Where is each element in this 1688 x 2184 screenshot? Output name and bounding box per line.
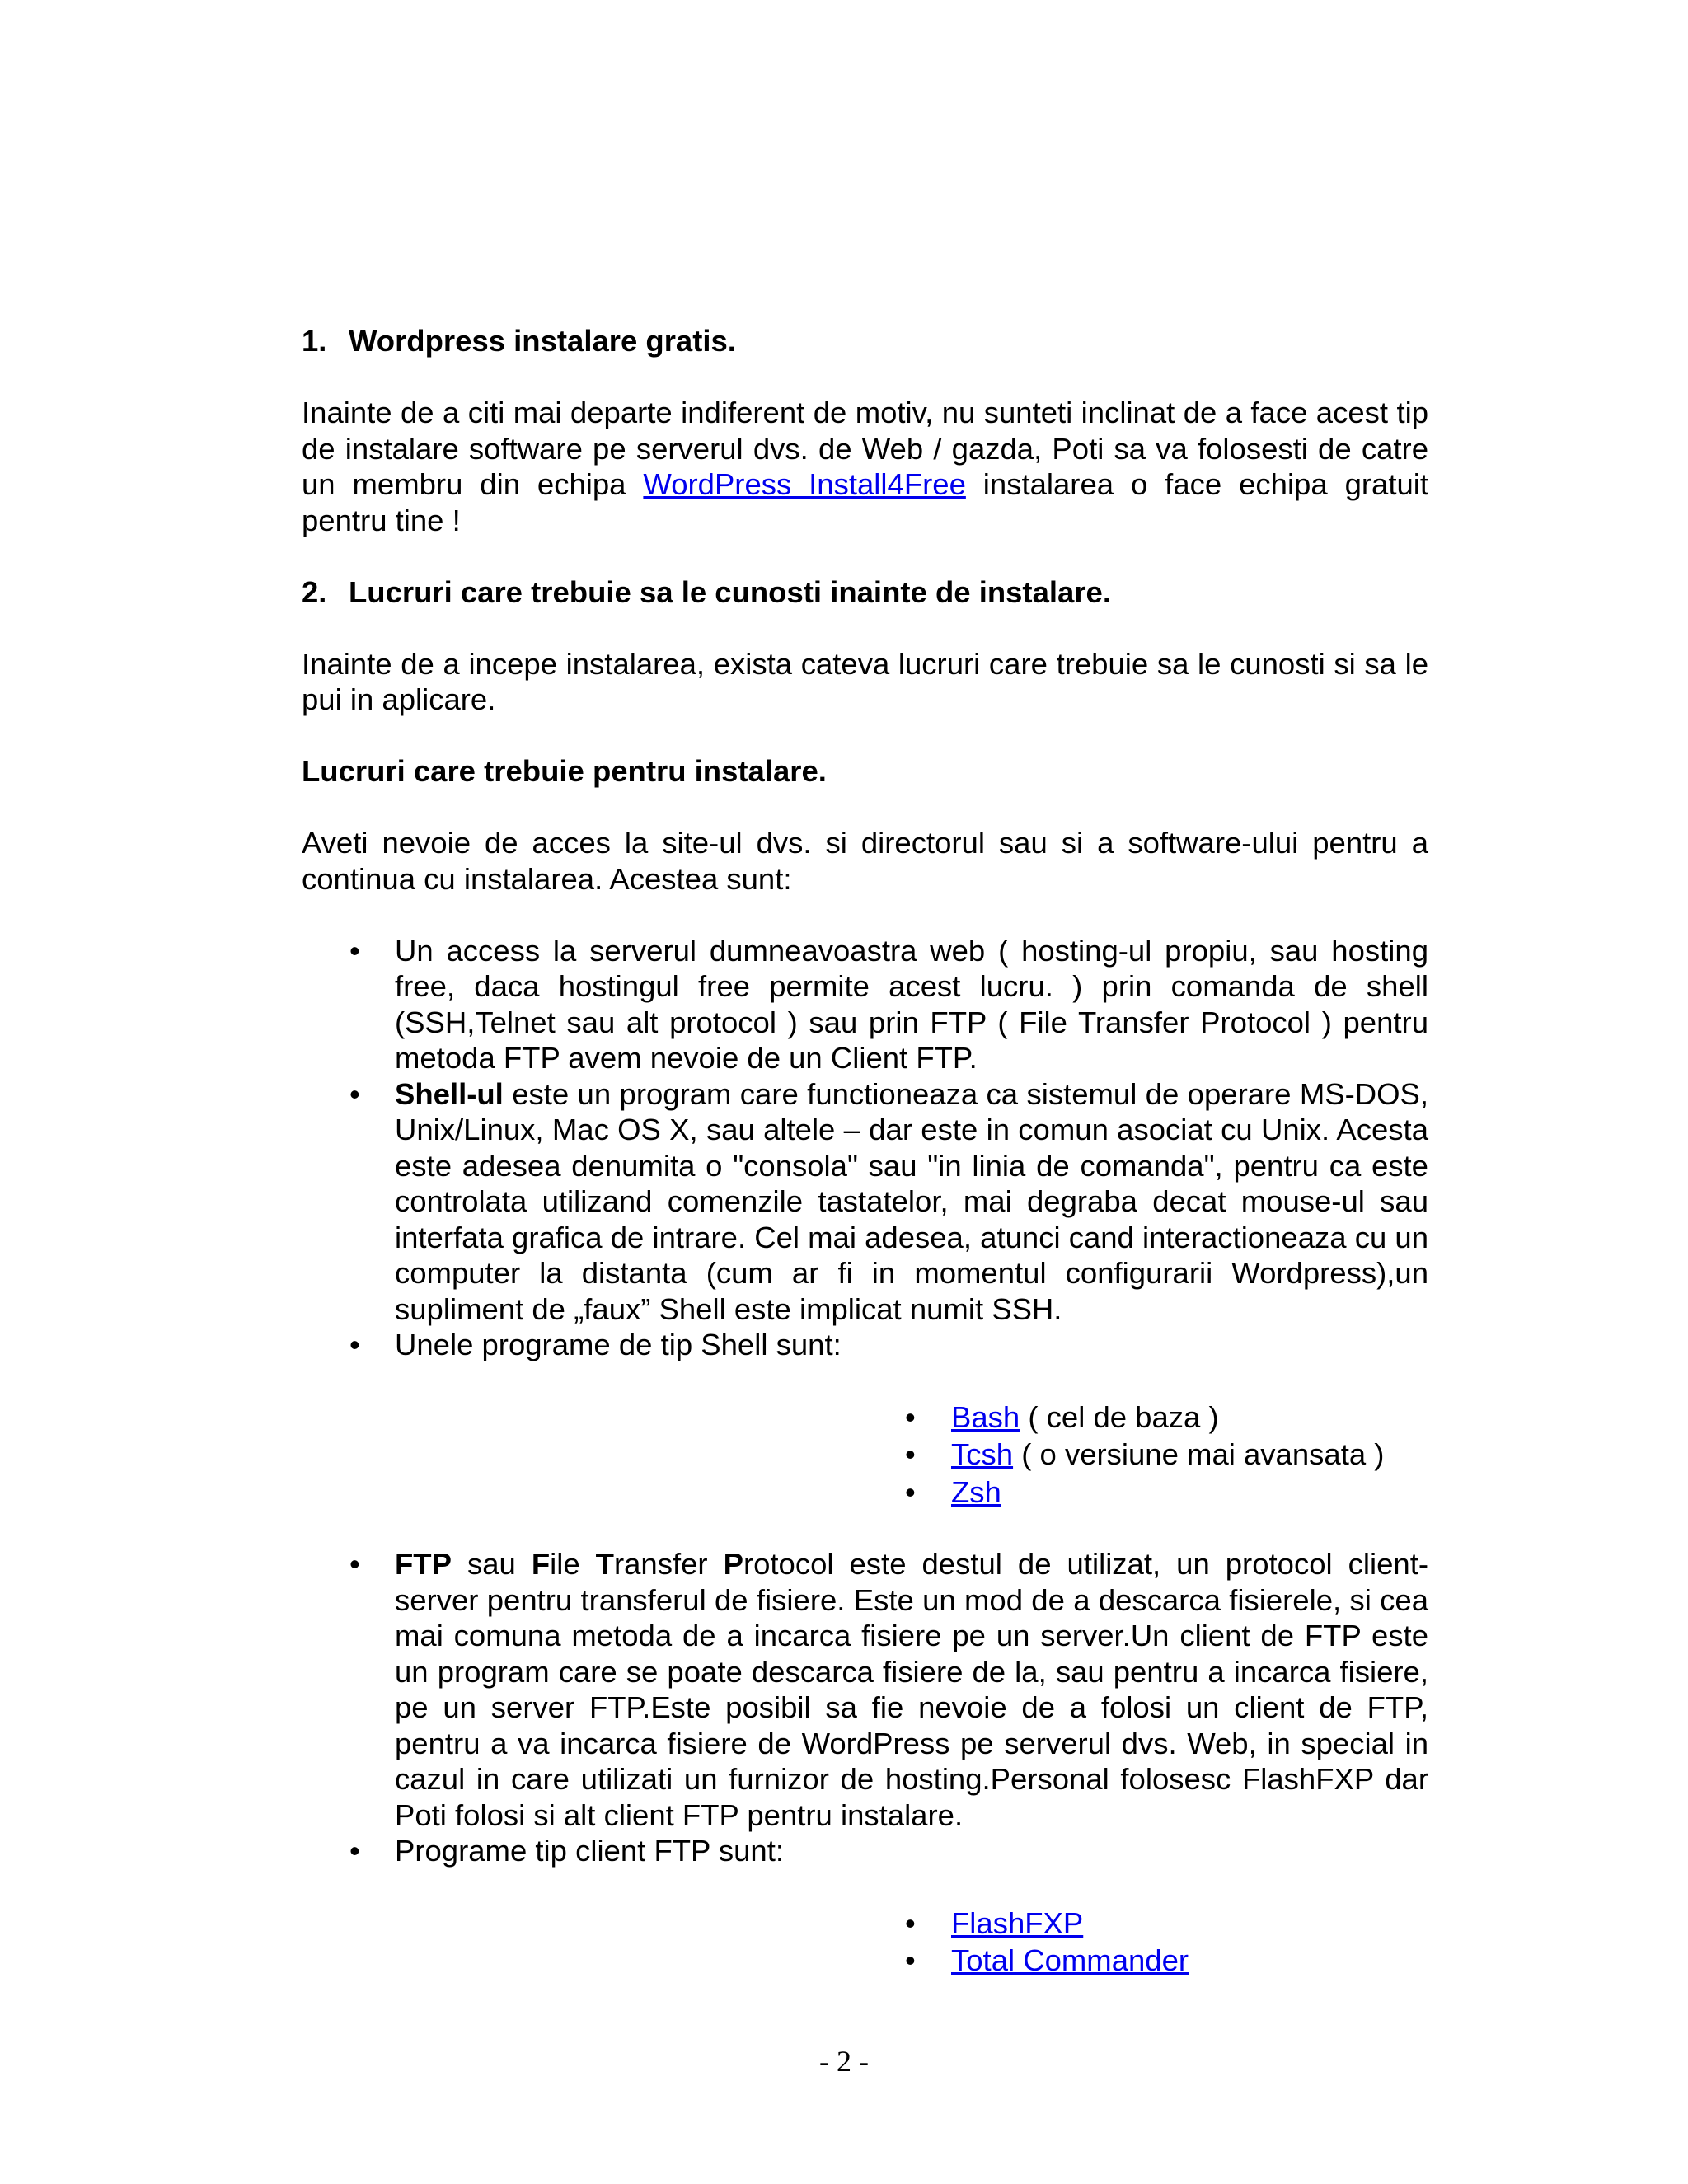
section-2-number: 2. [302, 574, 327, 609]
bash-note: ( cel de baza ) [1020, 1399, 1219, 1434]
ftp-letter-p: P [723, 1547, 743, 1581]
section-1-number: 1. [302, 324, 327, 358]
ftp-text-1: sau [451, 1547, 532, 1581]
bullet-icon: • [905, 1437, 916, 1471]
bullet-icon: • [349, 933, 360, 968]
list-item-shell-programs [302, 1327, 1428, 1363]
ftp-text-4: rotocol este destul de utilizat, un protocol client-server pentru transferul de fisiere. Este un mod de a descarca fisierele, si cea mai comuna metoda de a incarca fisiere pe un server.Un client de FTP este un program care se poate descarca fisiere de la, sau pentru a incarca fisiere, pe un server FTP.Este posibil sa fie nevoie de a folosi un client de FTP, pentru a va incarca fisiere de WordPress pe serverul dvs. Web, in special in cazul in care utilizati un furnizor de hosting.Personal folosesc FlashFXP dar Poti folosi si alt client FTP pentru instalare. [395, 1547, 1428, 1832]
ftp-clients-list [302, 1905, 1428, 1980]
section-1-title: Wordpress instalare gratis. [349, 324, 736, 358]
bullet-icon: • [349, 1547, 360, 1581]
bash-link[interactable]: Bash [951, 1399, 1020, 1434]
wordpress-install4free-link[interactable]: WordPress Install4Free [643, 467, 966, 501]
bullet-icon: • [349, 1834, 360, 1868]
list-item-ftp-programs [302, 1833, 1428, 1869]
ftp-text-3: ransfer [613, 1547, 724, 1581]
tcsh-note: ( o versiune mai avansata ) [1013, 1437, 1385, 1471]
ftp-letter-f: F [531, 1547, 551, 1581]
zsh-link[interactable]: Zsh [951, 1474, 1001, 1509]
requirements-list [302, 933, 1428, 1363]
page-content [302, 323, 1428, 1980]
section-3-paragraph: Aveti nevoie de acces la site-ul dvs. si directorul sau si a software-ului pentru a continua cu instalarea. Acestea sunt: [302, 826, 1428, 896]
shell-programs-intro: Unele programe de tip Shell sunt: [395, 1328, 842, 1361]
section-2-heading [302, 574, 1428, 611]
page-number: - 2 - [819, 2045, 869, 2078]
section-2-paragraph: Inainte de a incepe instalarea, exista cateva lucruri care trebuie sa le cunosti si sa le pui in aplicare. [302, 646, 1428, 716]
ftp-list [302, 1546, 1428, 1869]
bullet-icon: • [349, 1076, 360, 1111]
bullet-icon: • [905, 1943, 916, 1977]
section-1-paragraph [302, 395, 1428, 538]
section-1-text-after: instalarea o face echipa gratuit pentru tine ! [302, 467, 1429, 537]
list-item-zsh [302, 1474, 1428, 1511]
list-item-ftp [302, 1546, 1428, 1833]
list-item-shell [302, 1076, 1428, 1328]
list-item-access [302, 933, 1428, 1076]
bullet-icon: • [905, 1905, 916, 1940]
ftp-text-2: ile [550, 1547, 596, 1581]
flashfxp-link[interactable]: FlashFXP [951, 1905, 1084, 1940]
section-3-heading: Lucruri care trebuie pentru instalare. [302, 754, 827, 788]
section-1-heading [302, 323, 1428, 359]
list-item-flashfxp [302, 1905, 1428, 1943]
list-item-tcsh [302, 1436, 1428, 1474]
ftp-programs-intro: Programe tip client FTP sunt: [395, 1834, 784, 1868]
shell-term: Shell-ul [395, 1076, 504, 1111]
bullet-icon: • [905, 1399, 916, 1434]
section-2-title: Lucruri care trebuie sa le cunosti inainte de instalare. [349, 574, 1111, 609]
ftp-letter-t: T [595, 1547, 614, 1581]
shell-text: este un program care functioneaza ca sistemul de operare MS-DOS, Unix/Linux, Mac OS X, sau altele – dar este in comun asociat cu Unix. Acesta este adesea denumita o "consola" sau "in linia de comanda", pentru ca este controlata utilizand comenzile tastatelor, mai degraba decat mouse-ul sau interfata grafica de intrare. Cel mai adesea, atunci cand interactioneaza cu un computer la distanta (cum ar fi in momentul configurarii Wordpress),un supliment de „faux” Shell este implicat numit SSH. [395, 1076, 1428, 1326]
bullet-icon: • [349, 1328, 360, 1361]
total-commander-link[interactable]: Total Commander [951, 1943, 1189, 1977]
ftp-term: FTP [395, 1547, 452, 1581]
list-item-bash [302, 1399, 1428, 1436]
tcsh-link[interactable]: Tcsh [951, 1437, 1014, 1471]
access-text: Un access la serverul dumneavoastra web ( hosting-ul propiu, sau hosting free, daca hostingul free permite acest lucru. ) prin comanda de shell (SSH,Telnet sau alt protocol ) sau prin FTP ( File Transfer Protocol ) pentru metoda FTP avem nevoie de un Client FTP. [395, 933, 1428, 1075]
bullet-icon: • [905, 1474, 916, 1509]
shell-programs-list [302, 1399, 1428, 1511]
list-item-total-commander [302, 1942, 1428, 1980]
section-1-text-before: Inainte de a citi mai departe indiferent de motiv, nu sunteti inclinat de a face acest tip de instalare software pe serverul dvs. de Web / gazda, Poti sa va folosesti de catre un membru din echipa [302, 396, 1428, 501]
